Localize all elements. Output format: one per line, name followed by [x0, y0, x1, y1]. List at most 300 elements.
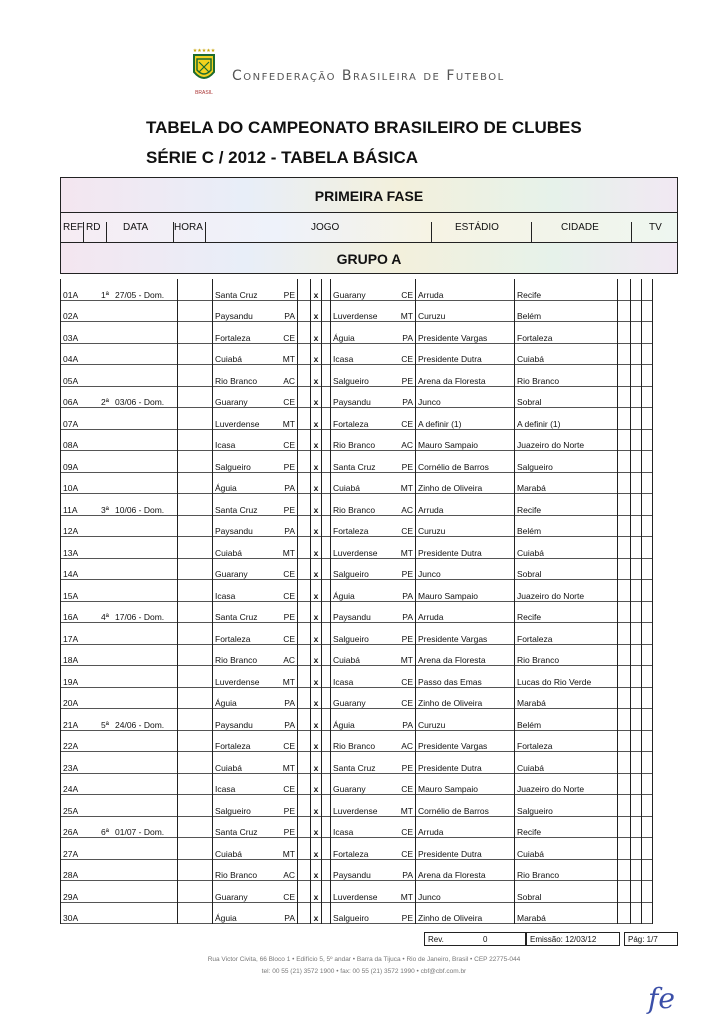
tv-cell [631, 365, 642, 387]
separator [322, 881, 331, 903]
tv-cell [642, 322, 653, 344]
city: Recife [515, 279, 618, 300]
game-round [99, 730, 113, 752]
tv-cell [642, 859, 653, 881]
tv-cell [618, 494, 631, 516]
city: A definir (1) [515, 408, 618, 430]
city: Fortaleza [515, 322, 618, 344]
game-row [61, 515, 653, 537]
game-round: 1ª [101, 289, 109, 300]
home-state: PE [283, 461, 295, 472]
game-row [61, 859, 653, 881]
stadium: Presidente Dutra [416, 343, 515, 365]
game-date: 01/07 - Dom. [115, 827, 165, 837]
stadium: Mauro Sampaio [416, 580, 515, 602]
away-state: CE [401, 354, 413, 364]
stadium: Mauro Sampaio [416, 773, 515, 795]
home-team: Luverdense [213, 666, 280, 688]
away-state: PA [402, 332, 413, 343]
away-team: Fortaleza [331, 408, 398, 430]
game-round [99, 537, 113, 559]
game-row [61, 322, 653, 344]
versus-mark: x [311, 730, 322, 752]
game-time [178, 902, 213, 924]
tv-cell [631, 644, 642, 666]
city: Juazeiro do Norte [515, 429, 618, 451]
city: Marabá [515, 902, 618, 924]
versus-mark: x [311, 365, 322, 387]
stadium: Zinho de Oliveira [416, 902, 515, 924]
tv-cell [631, 515, 642, 537]
separator [298, 494, 311, 516]
col-ref: REF [63, 222, 83, 233]
game-time [178, 730, 213, 752]
home-team: Santa Cruz [213, 601, 280, 623]
away-state: CE [401, 698, 413, 708]
tv-cell [618, 322, 631, 344]
home-state: CE [283, 633, 295, 644]
stadium: Curuzu [416, 709, 515, 731]
tv-cell [642, 601, 653, 623]
tv-cell [631, 859, 642, 881]
game-ref: 29A [61, 881, 100, 903]
away-team: Paysandu [331, 386, 398, 408]
tv-cell [618, 730, 631, 752]
home-state: CE [283, 741, 295, 751]
game-round [99, 881, 113, 903]
away-state: CE [401, 418, 413, 429]
versus-mark: x [311, 816, 322, 838]
separator [322, 623, 331, 645]
separator [322, 859, 331, 881]
game-ref: 21A [61, 709, 100, 731]
svg-text:★★★★★: ★★★★★ [192, 48, 216, 54]
separator [322, 644, 331, 666]
game-row [61, 838, 653, 860]
away-state: AC [401, 504, 413, 515]
tv-cell [642, 687, 653, 709]
game-date [113, 365, 178, 387]
tv-cell [618, 859, 631, 881]
game-round [99, 558, 113, 580]
away-team: Icasa [331, 343, 398, 365]
city: Belém [515, 515, 618, 537]
tv-cell [631, 451, 642, 473]
game-time [178, 365, 213, 387]
home-state: MT [282, 762, 295, 773]
game-round [99, 773, 113, 795]
away-team: Rio Branco [331, 494, 398, 516]
game-row [61, 343, 653, 365]
tv-cell [631, 386, 642, 408]
game-time [178, 881, 213, 903]
game-time [178, 773, 213, 795]
versus-mark: x [311, 795, 322, 817]
tv-cell [618, 386, 631, 408]
tv-cell [618, 300, 631, 322]
page-number: Pág: 1/7 [624, 932, 678, 946]
away-state: MT [400, 311, 413, 321]
stadium: Arruda [416, 279, 515, 300]
game-date [113, 472, 178, 494]
game-row [61, 451, 653, 473]
game-time [178, 515, 213, 537]
home-team: Rio Branco [213, 644, 280, 666]
tv-cell [642, 343, 653, 365]
home-state: CE [283, 891, 295, 902]
tv-cell [631, 752, 642, 774]
game-time [178, 537, 213, 559]
city: Rio Branco [515, 859, 618, 881]
crest-label: BRASIL [195, 90, 213, 96]
separator [298, 279, 311, 300]
game-ref: 26A [61, 816, 100, 838]
away-state: MT [400, 655, 413, 665]
game-time [178, 322, 213, 344]
away-state: PA [402, 397, 413, 407]
versus-mark: x [311, 408, 322, 430]
tv-cell [642, 709, 653, 731]
game-time [178, 429, 213, 451]
stadium: Zinho de Oliveira [416, 472, 515, 494]
tv-cell [642, 773, 653, 795]
tv-cell [642, 838, 653, 860]
game-date [113, 515, 178, 537]
home-team: Fortaleza [213, 322, 280, 344]
away-state: PE [401, 762, 413, 773]
versus-mark: x [311, 300, 322, 322]
city: Recife [515, 601, 618, 623]
away-team: Guarany [331, 279, 398, 300]
separator [322, 408, 331, 430]
separator [322, 451, 331, 473]
tv-cell [642, 300, 653, 322]
tv-cell [631, 558, 642, 580]
col-hora: HORA [174, 222, 203, 233]
stadium: Arruda [416, 601, 515, 623]
tv-cell [618, 343, 631, 365]
city: Juazeiro do Norte [515, 580, 618, 602]
away-team: Águia [331, 709, 398, 731]
away-team: Paysandu [331, 859, 398, 881]
versus-mark: x [311, 773, 322, 795]
away-team: Fortaleza [331, 515, 398, 537]
col-jogo: JOGO [311, 222, 340, 233]
game-date [113, 902, 178, 924]
away-state: AC [401, 741, 413, 751]
city: Fortaleza [515, 730, 618, 752]
versus-mark: x [311, 752, 322, 774]
game-round: 5ª [101, 719, 109, 730]
stadium: Arruda [416, 494, 515, 516]
home-team: Guarany [213, 386, 280, 408]
col-estadio: ESTÁDIO [455, 222, 499, 233]
separator [322, 773, 331, 795]
tv-cell [631, 902, 642, 924]
versus-mark: x [311, 709, 322, 731]
home-team: Cuiabá [213, 537, 280, 559]
tv-cell [618, 838, 631, 860]
home-state: CE [283, 569, 295, 579]
away-team: Salgueiro [331, 365, 398, 387]
city: Sobral [515, 386, 618, 408]
game-ref: 13A [61, 537, 100, 559]
home-state: PA [284, 526, 295, 536]
phase-banner: PRIMEIRA FASE [60, 177, 678, 213]
city: Cuiabá [515, 838, 618, 860]
away-team: Salgueiro [331, 558, 398, 580]
tv-cell [642, 730, 653, 752]
separator [322, 752, 331, 774]
game-date [113, 838, 178, 860]
home-team: Águia [213, 472, 280, 494]
tv-cell [618, 623, 631, 645]
tv-cell [642, 816, 653, 838]
home-team: Cuiabá [213, 752, 280, 774]
city: Belém [515, 300, 618, 322]
tv-cell [631, 709, 642, 731]
game-ref: 22A [61, 730, 100, 752]
separator [298, 580, 311, 602]
tv-cell [642, 666, 653, 688]
away-team: Luverdense [331, 795, 398, 817]
separator [298, 408, 311, 430]
away-team: Paysandu [331, 601, 398, 623]
away-state: PA [402, 590, 413, 601]
tv-cell [642, 451, 653, 473]
game-round: 3ª [101, 504, 109, 515]
tv-cell [642, 623, 653, 645]
cbf-crest-icon [190, 46, 218, 90]
versus-mark: x [311, 322, 322, 344]
separator [322, 515, 331, 537]
organization-name: Confederação Brasileira de Futebol [232, 68, 505, 84]
city: Juazeiro do Norte [515, 773, 618, 795]
separator [322, 580, 331, 602]
tv-cell [642, 644, 653, 666]
separator [322, 322, 331, 344]
separator [298, 472, 311, 494]
game-round [99, 859, 113, 881]
versus-mark: x [311, 429, 322, 451]
stadium: Presidente Dutra [416, 752, 515, 774]
tv-cell [618, 451, 631, 473]
game-time [178, 816, 213, 838]
versus-mark: x [311, 386, 322, 408]
versus-mark: x [311, 623, 322, 645]
home-state: PE [283, 289, 295, 300]
game-row [61, 300, 653, 322]
revision-box [424, 932, 526, 946]
game-time [178, 687, 213, 709]
game-ref: 04A [61, 343, 100, 365]
home-state: AC [283, 655, 295, 665]
game-time [178, 709, 213, 731]
away-state: PE [401, 461, 413, 472]
tv-cell [642, 881, 653, 903]
home-state: MT [282, 848, 295, 859]
games-table [60, 279, 653, 924]
separator [298, 752, 311, 774]
away-team: Luverdense [331, 881, 398, 903]
game-row [61, 902, 653, 924]
stadium: Arruda [416, 816, 515, 838]
game-round [99, 429, 113, 451]
versus-mark: x [311, 601, 322, 623]
home-team: Icasa [213, 429, 280, 451]
city: Recife [515, 816, 618, 838]
stadium: Presidente Vargas [416, 322, 515, 344]
home-state: CE [283, 590, 295, 601]
away-team: Rio Branco [331, 730, 398, 752]
away-team: Cuiabá [331, 644, 398, 666]
home-state: MT [282, 418, 295, 429]
away-team: Santa Cruz [331, 752, 398, 774]
away-state: PE [401, 569, 413, 579]
home-state: CE [283, 397, 295, 407]
game-round [99, 687, 113, 709]
stadium: Zinho de Oliveira [416, 687, 515, 709]
away-team: Luverdense [331, 300, 398, 322]
letterhead [190, 40, 590, 100]
game-row [61, 472, 653, 494]
game-ref: 24A [61, 773, 100, 795]
col-data: DATA [123, 222, 149, 233]
away-state: PA [402, 719, 413, 730]
game-round [99, 580, 113, 602]
game-round [99, 902, 113, 924]
game-time [178, 623, 213, 645]
home-team: Águia [213, 902, 280, 924]
away-team: Cuiabá [331, 472, 398, 494]
stadium: Mauro Sampaio [416, 429, 515, 451]
away-team: Salgueiro [331, 623, 398, 645]
tv-cell [618, 429, 631, 451]
stadium: Cornélio de Barros [416, 451, 515, 473]
separator [298, 515, 311, 537]
stadium: A definir (1) [416, 408, 515, 430]
stadium: Presidente Vargas [416, 730, 515, 752]
game-row [61, 279, 653, 300]
away-state: MT [400, 547, 413, 558]
game-ref: 02A [61, 300, 100, 322]
game-ref: 12A [61, 515, 100, 537]
game-time [178, 752, 213, 774]
versus-mark: x [311, 687, 322, 709]
tv-cell [642, 795, 653, 817]
home-state: PA [284, 698, 295, 708]
separator [322, 687, 331, 709]
revision-value: 0 [483, 935, 488, 944]
game-date: 17/06 - Dom. [115, 612, 165, 622]
game-ref: 19A [61, 666, 100, 688]
stadium: Curuzu [416, 515, 515, 537]
separator [322, 558, 331, 580]
tv-cell [618, 881, 631, 903]
separator [322, 494, 331, 516]
city: Marabá [515, 472, 618, 494]
home-state: PA [284, 311, 295, 321]
game-round [99, 515, 113, 537]
issue-date: Emissão: 12/03/12 [526, 932, 620, 946]
home-state: CE [283, 784, 295, 794]
tv-cell [631, 838, 642, 860]
home-team: Cuiabá [213, 343, 280, 365]
separator [298, 816, 311, 838]
home-state: PE [283, 827, 295, 837]
tv-cell [642, 386, 653, 408]
game-ref: 23A [61, 752, 100, 774]
home-team: Rio Branco [213, 859, 280, 881]
game-date [113, 623, 178, 645]
away-team: Santa Cruz [331, 451, 398, 473]
tv-cell [631, 816, 642, 838]
stadium: Junco [416, 386, 515, 408]
home-state: AC [283, 375, 295, 386]
game-ref: 25A [61, 795, 100, 817]
home-team: Santa Cruz [213, 816, 280, 838]
separator [322, 300, 331, 322]
tv-cell [618, 408, 631, 430]
tv-cell [631, 601, 642, 623]
separator [298, 451, 311, 473]
game-date [113, 451, 178, 473]
separator [298, 859, 311, 881]
home-team: Rio Branco [213, 365, 280, 387]
away-team: Fortaleza [331, 838, 398, 860]
separator [322, 537, 331, 559]
game-date [113, 687, 178, 709]
away-state: MT [400, 891, 413, 902]
city: Fortaleza [515, 623, 618, 645]
home-team: Paysandu [213, 709, 280, 731]
game-ref: 20A [61, 687, 100, 709]
tv-cell [618, 666, 631, 688]
tv-cell [618, 709, 631, 731]
stadium: Passo das Emas [416, 666, 515, 688]
separator [298, 838, 311, 860]
separator [298, 687, 311, 709]
away-state: AC [401, 440, 413, 450]
separator [322, 279, 331, 300]
game-row [61, 601, 653, 623]
city: Rio Branco [515, 644, 618, 666]
game-time [178, 558, 213, 580]
tv-cell [618, 279, 631, 300]
city: Recife [515, 494, 618, 516]
game-round [99, 472, 113, 494]
stadium: Arena da Floresta [416, 365, 515, 387]
column-header-row [60, 213, 678, 242]
tv-cell [618, 537, 631, 559]
home-team: Santa Cruz [213, 494, 280, 516]
separator [298, 601, 311, 623]
away-state: PA [402, 870, 413, 880]
game-round [99, 300, 113, 322]
tv-cell [618, 752, 631, 774]
away-state: CE [401, 848, 413, 859]
game-date [113, 644, 178, 666]
away-state: CE [401, 676, 413, 687]
game-date [113, 795, 178, 817]
tv-cell [642, 902, 653, 924]
separator [298, 902, 311, 924]
away-team: Águia [331, 322, 398, 344]
game-round [99, 451, 113, 473]
city: Salgueiro [515, 451, 618, 473]
game-date [113, 537, 178, 559]
separator [322, 709, 331, 731]
